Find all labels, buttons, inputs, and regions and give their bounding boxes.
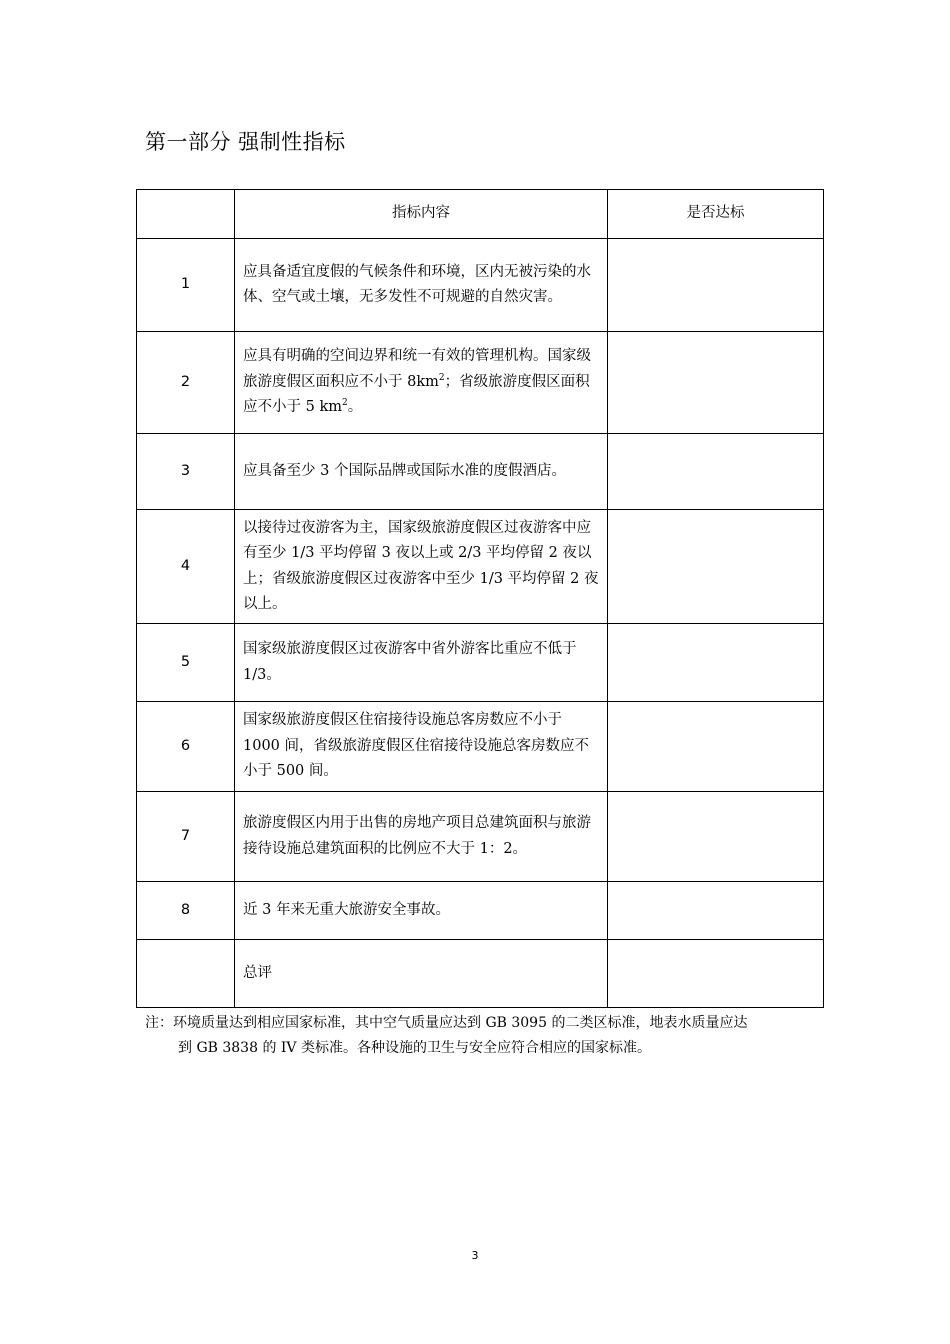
section-title: 第一部分 强制性指标 (145, 130, 346, 154)
row-content: 国家级旅游度假区过夜游客中省外游客比重应不低于 1/3。 (235, 624, 608, 702)
row-status (608, 702, 824, 792)
row-number: 1 (137, 239, 235, 332)
footnote-line-1: 注：环境质量达到相应国家标准，其中空气质量应达到 GB 3095 的二类区标准，地表水质量应达 (145, 1015, 748, 1031)
row-content: 应具备至少 3 个国际品牌或国际水准的度假酒店。 (235, 434, 608, 510)
row-number: 7 (137, 792, 235, 882)
page-number: 3 (471, 1249, 479, 1262)
row-content: 近 3 年来无重大旅游安全事故。 (235, 882, 608, 940)
table-row (137, 434, 824, 510)
table-header-row (137, 190, 824, 239)
table-row (137, 332, 824, 434)
row-number: 2 (137, 332, 235, 434)
row-number (137, 940, 235, 1008)
row-status (608, 510, 824, 624)
row-content-text: 。 (347, 399, 363, 416)
footnote (145, 1011, 815, 1061)
footnote-line-2: 到 GB 3838 的 IV 类标准。各种设施的卫生与安全应符合相应的国家标准。 (178, 1040, 651, 1056)
table-row-summary (137, 940, 824, 1008)
row-content: 国家级旅游度假区住宿接待设施总客房数应不小于 1000 间，省级旅游度假区住宿接待设施总客房数应不小于 500 间。 (235, 702, 608, 792)
table-row (137, 792, 824, 882)
row-number: 8 (137, 882, 235, 940)
table-row (137, 510, 824, 624)
row-status (608, 940, 824, 1008)
superscript: 2 (438, 372, 445, 383)
row-content: 总评 (235, 940, 608, 1008)
table-row (137, 702, 824, 792)
row-content: 应具备适宜度假的气候条件和环境，区内无被污染的水体、空气或土壤，无多发性不可规避的自然灾害。 (235, 239, 608, 332)
row-status (608, 882, 824, 940)
row-number: 4 (137, 510, 235, 624)
header-status: 是否达标 (608, 190, 824, 239)
header-num (137, 190, 235, 239)
row-status (608, 434, 824, 510)
row-number: 6 (137, 702, 235, 792)
row-status (608, 624, 824, 702)
row-status (608, 792, 824, 882)
row-number: 5 (137, 624, 235, 702)
table-row (137, 882, 824, 940)
row-content-text: 应具有明确的空间边界和统一有效的管理机构。国家级旅游度假区面积应不小于 8km (243, 348, 591, 390)
row-status (608, 332, 824, 434)
header-content: 指标内容 (235, 190, 608, 239)
row-content (235, 332, 608, 434)
row-number: 3 (137, 434, 235, 510)
row-content-text: ；省级旅游度假区面积应不小于 5 km (243, 373, 590, 416)
row-content: 以接待过夜游客为主，国家级旅游度假区过夜游客中应有至少 1/3 平均停留 3 夜以上或 2/3 平均停留 2 夜以上；省级旅游度假区过夜游客中至少 1/3 平均停留 2 夜以上。 (235, 510, 608, 624)
table-row (137, 624, 824, 702)
superscript: 2 (341, 398, 348, 409)
row-status (608, 239, 824, 332)
mandatory-indicators-table (136, 189, 824, 1008)
row-content: 旅游度假区内用于出售的房地产项目总建筑面积与旅游接待设施总建筑面积的比例应不大于 1：2。 (235, 792, 608, 882)
table-row (137, 239, 824, 332)
